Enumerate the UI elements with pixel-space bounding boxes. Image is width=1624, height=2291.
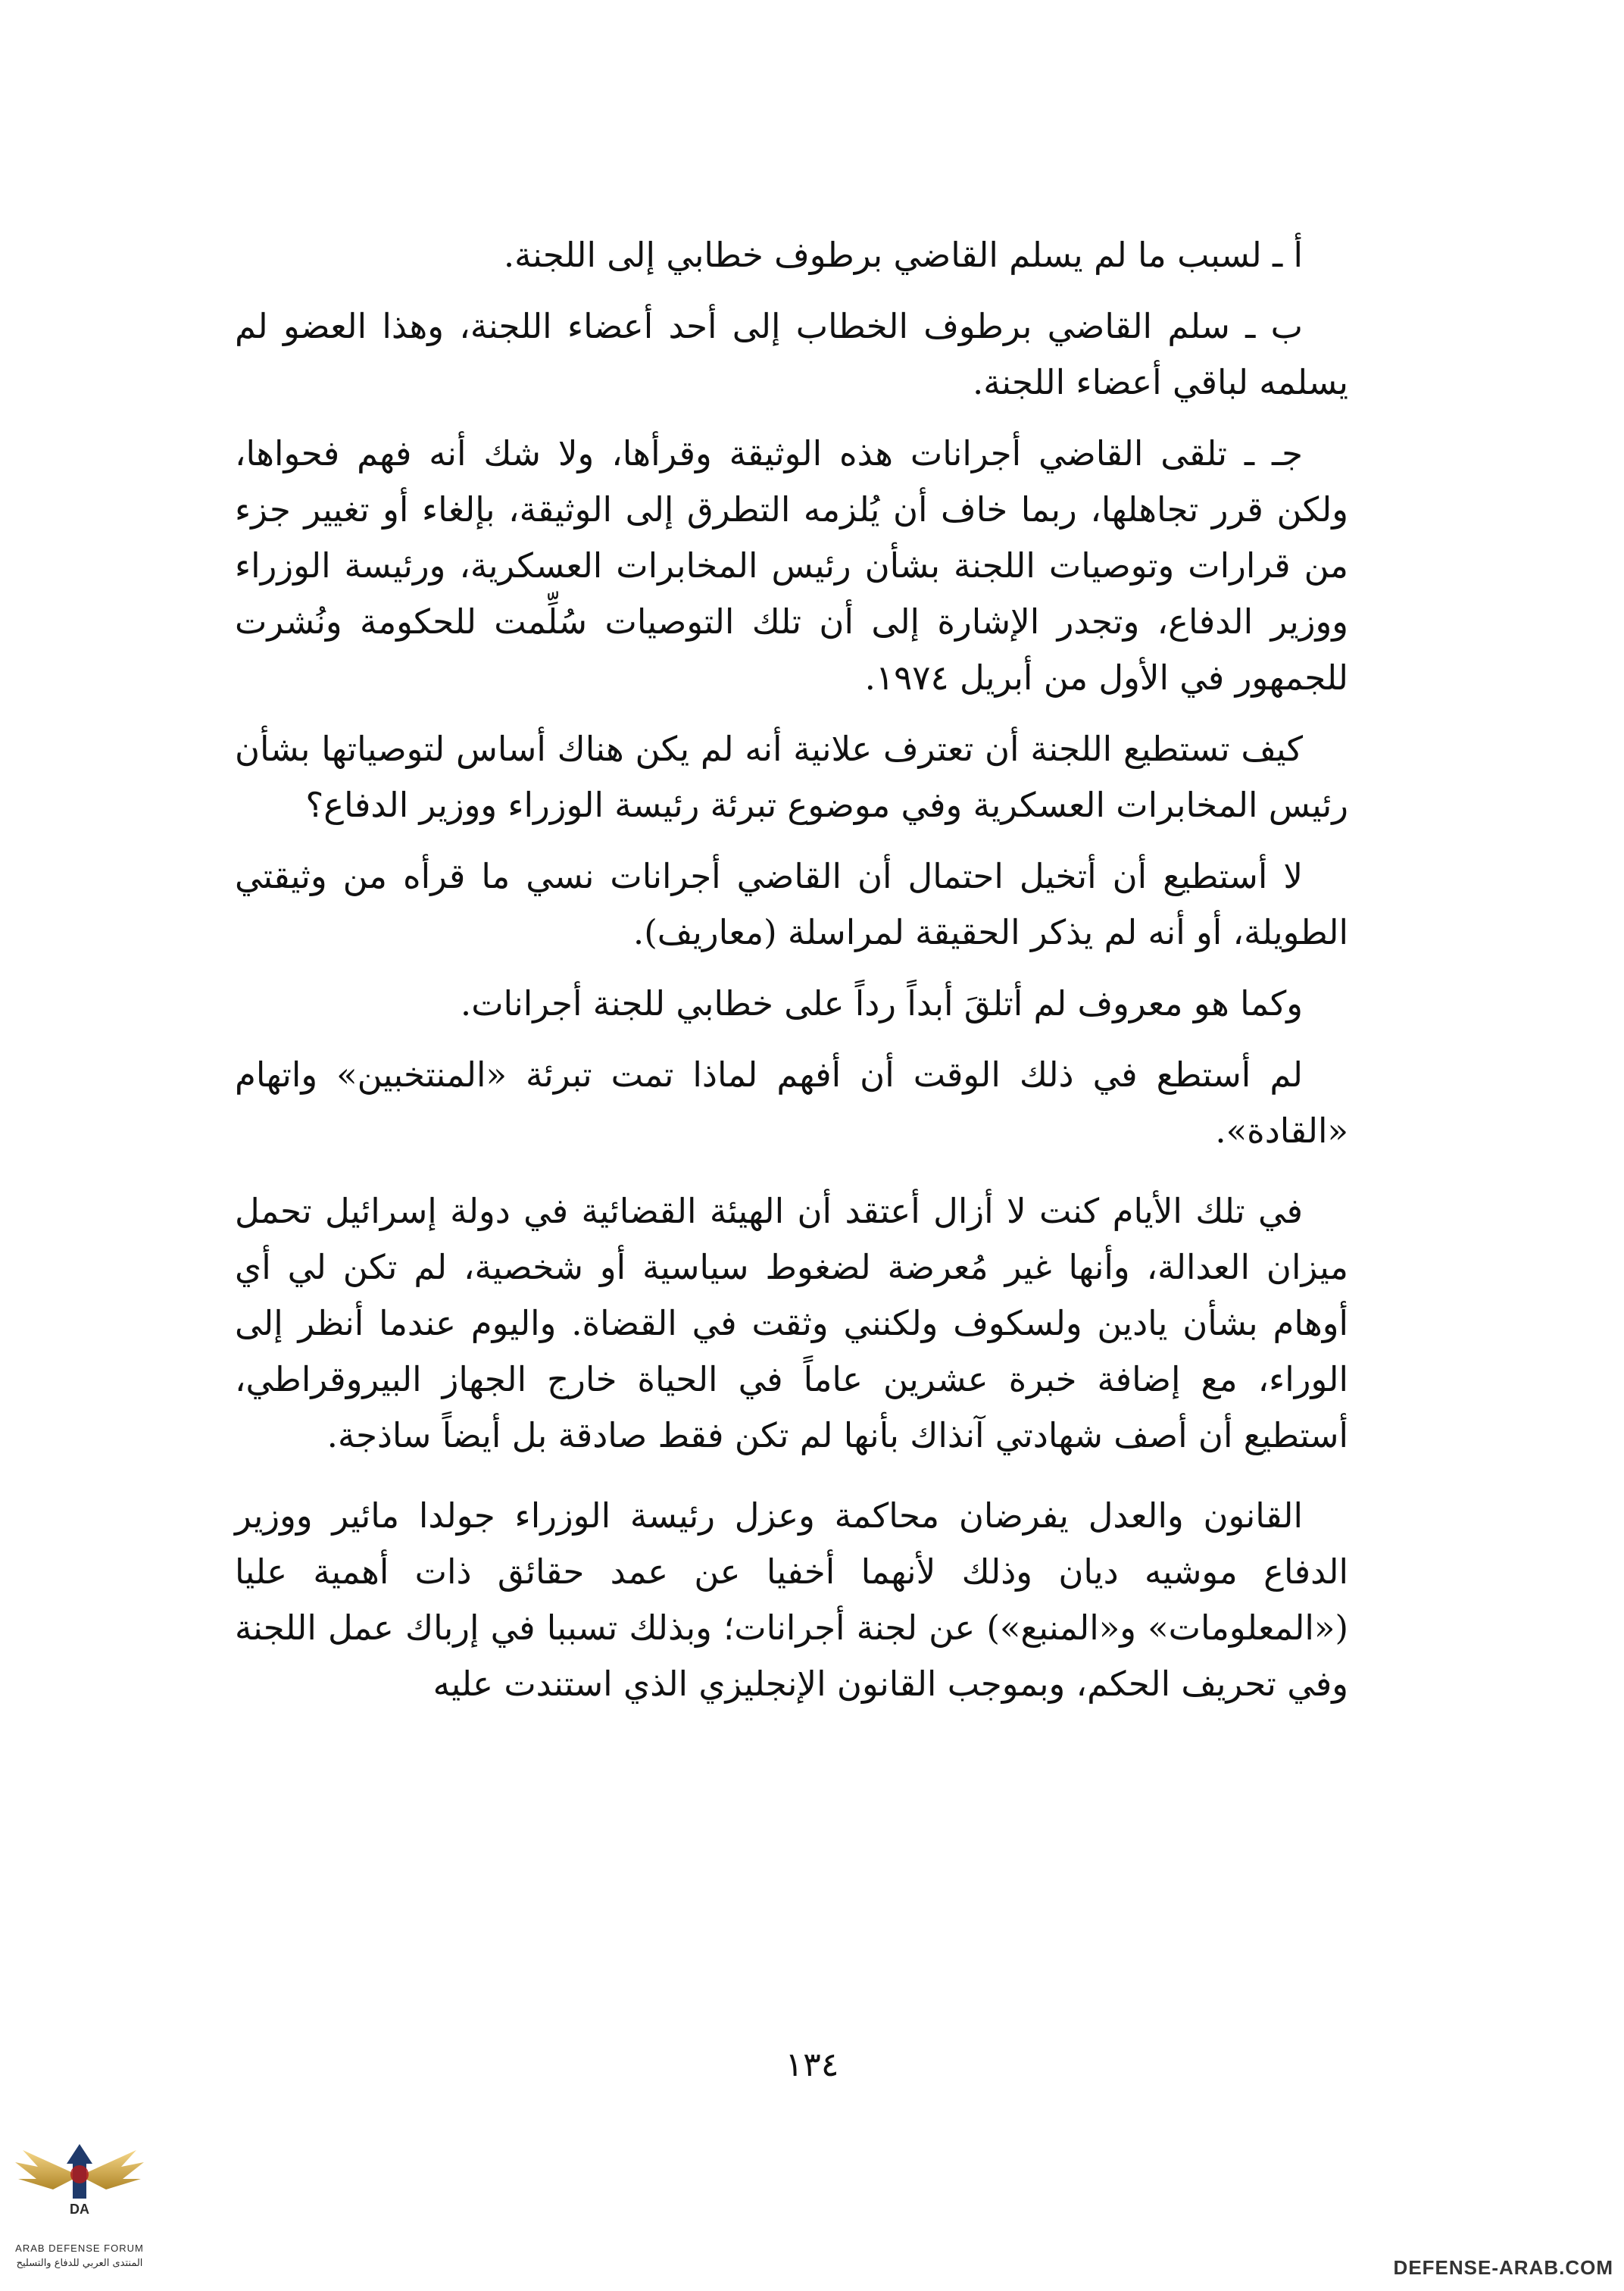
paragraph-law-and-justice: القانون والعدل يفرضان محاكمة وعزل رئيسة الوزراء جولدا مائير ووزير الدفاع موشيه ديان وذلك لأنهما أخفيا عن عمد حقائق ذات أهمية عليا («المعلومات» و«المنبع») عن لجنة أجرانات؛ وبذلك تسببا في إرباك عمل اللجنة وفي تحريف الحكم، وبموجب القانون الإنجليزي الذي استندت عليه <box>235 1496 1348 1704</box>
paragraph-could-not-understand: لم أستطع في ذلك الوقت أن أفهم لماذا تمت تبرئة «المنتخبين» واتهام «القادة». <box>235 1055 1348 1151</box>
paragraph-a: أ ـ لسبب ما لم يسلم القاضي برطوف خطابي إلى اللجنة. <box>503 235 1303 275</box>
paragraph-cannot-imagine: لا أستطيع أن أتخيل احتمال أن القاضي أجرانات نسي ما قرأه من وثيقتي الطويلة، أو أنه لم يذكر الحقيقة لمراسلة (معاريف). <box>235 856 1348 952</box>
paragraph-b: ب ـ سلم القاضي برطوف الخطاب إلى أحد أعضاء اللجنة، وهذا العضو لم يسلمه لباقي أعضاء اللجنة. <box>235 306 1348 402</box>
paragraph-how-can-committee: كيف تستطيع اللجنة أن تعترف علانية أنه لم يكن هناك أساس لتوصياتها بشأن رئيس المخابرات العسكرية وفي موضوع تبرئة رئيسة الوزراء ووزير الدفاع؟ <box>235 729 1348 825</box>
paragraph-c: جـ ـ تلقى القاضي أجرانات هذه الوثيقة وقرأها، ولا شك أنه فهم فحواها، ولكن قرر تجاهلها، ربما خاف أن يُلزمه التطرق إلى الوثيقة، بإلغاء أو تغيير جزء من قرارات وتوصيات اللجنة بشأن رئيس المخابرات العسكرية، ورئيسة الوزراء ووزير الدفاع، وتجدر الإشارة إلى أن تلك التوصيات سُلِّمت للحكومة ونُشرت للجمهور في الأول من أبريل ١٩٧٤. <box>235 433 1348 698</box>
winged-emblem-icon <box>8 2129 151 2205</box>
logo-forum-name: ARAB DEFENSE FORUM <box>15 2243 144 2254</box>
site-watermark: DEFENSE-ARAB.COM <box>1393 2256 1613 2279</box>
logo-abbreviation: DA <box>70 2202 89 2217</box>
body-text <box>235 227 1348 1727</box>
page-number: ١٣٤ <box>785 2046 839 2084</box>
forum-logo <box>8 2129 151 2280</box>
paragraph-no-reply: وكما هو معروف لم أتلقَ أبداً رداً على خطابي للجنة أجرانات. <box>460 983 1303 1024</box>
paragraph-in-those-days: في تلك الأيام كنت لا أزال أعتقد أن الهيئة القضائية في دولة إسرائيل تحمل ميزان العدالة، وأنها غير مُعرضة لضغوط سياسية أو شخصية، لم تكن لي أي أوهام بشأن يادين ولسكوف ولكنني وثقت في القضاة. واليوم عندما أنظر إلى الوراء، مع إضافة خبرة عشرين عاماً في الحياة خارج الجهاز البيروقراطي، أستطيع أن أصف شهادتي آنذاك بأنها لم تكن فقط صادقة بل أيضاً ساذجة. <box>235 1191 1348 1455</box>
logo-forum-arabic-name: المنتدى العربي للدفاع والتسليح <box>16 2258 143 2269</box>
